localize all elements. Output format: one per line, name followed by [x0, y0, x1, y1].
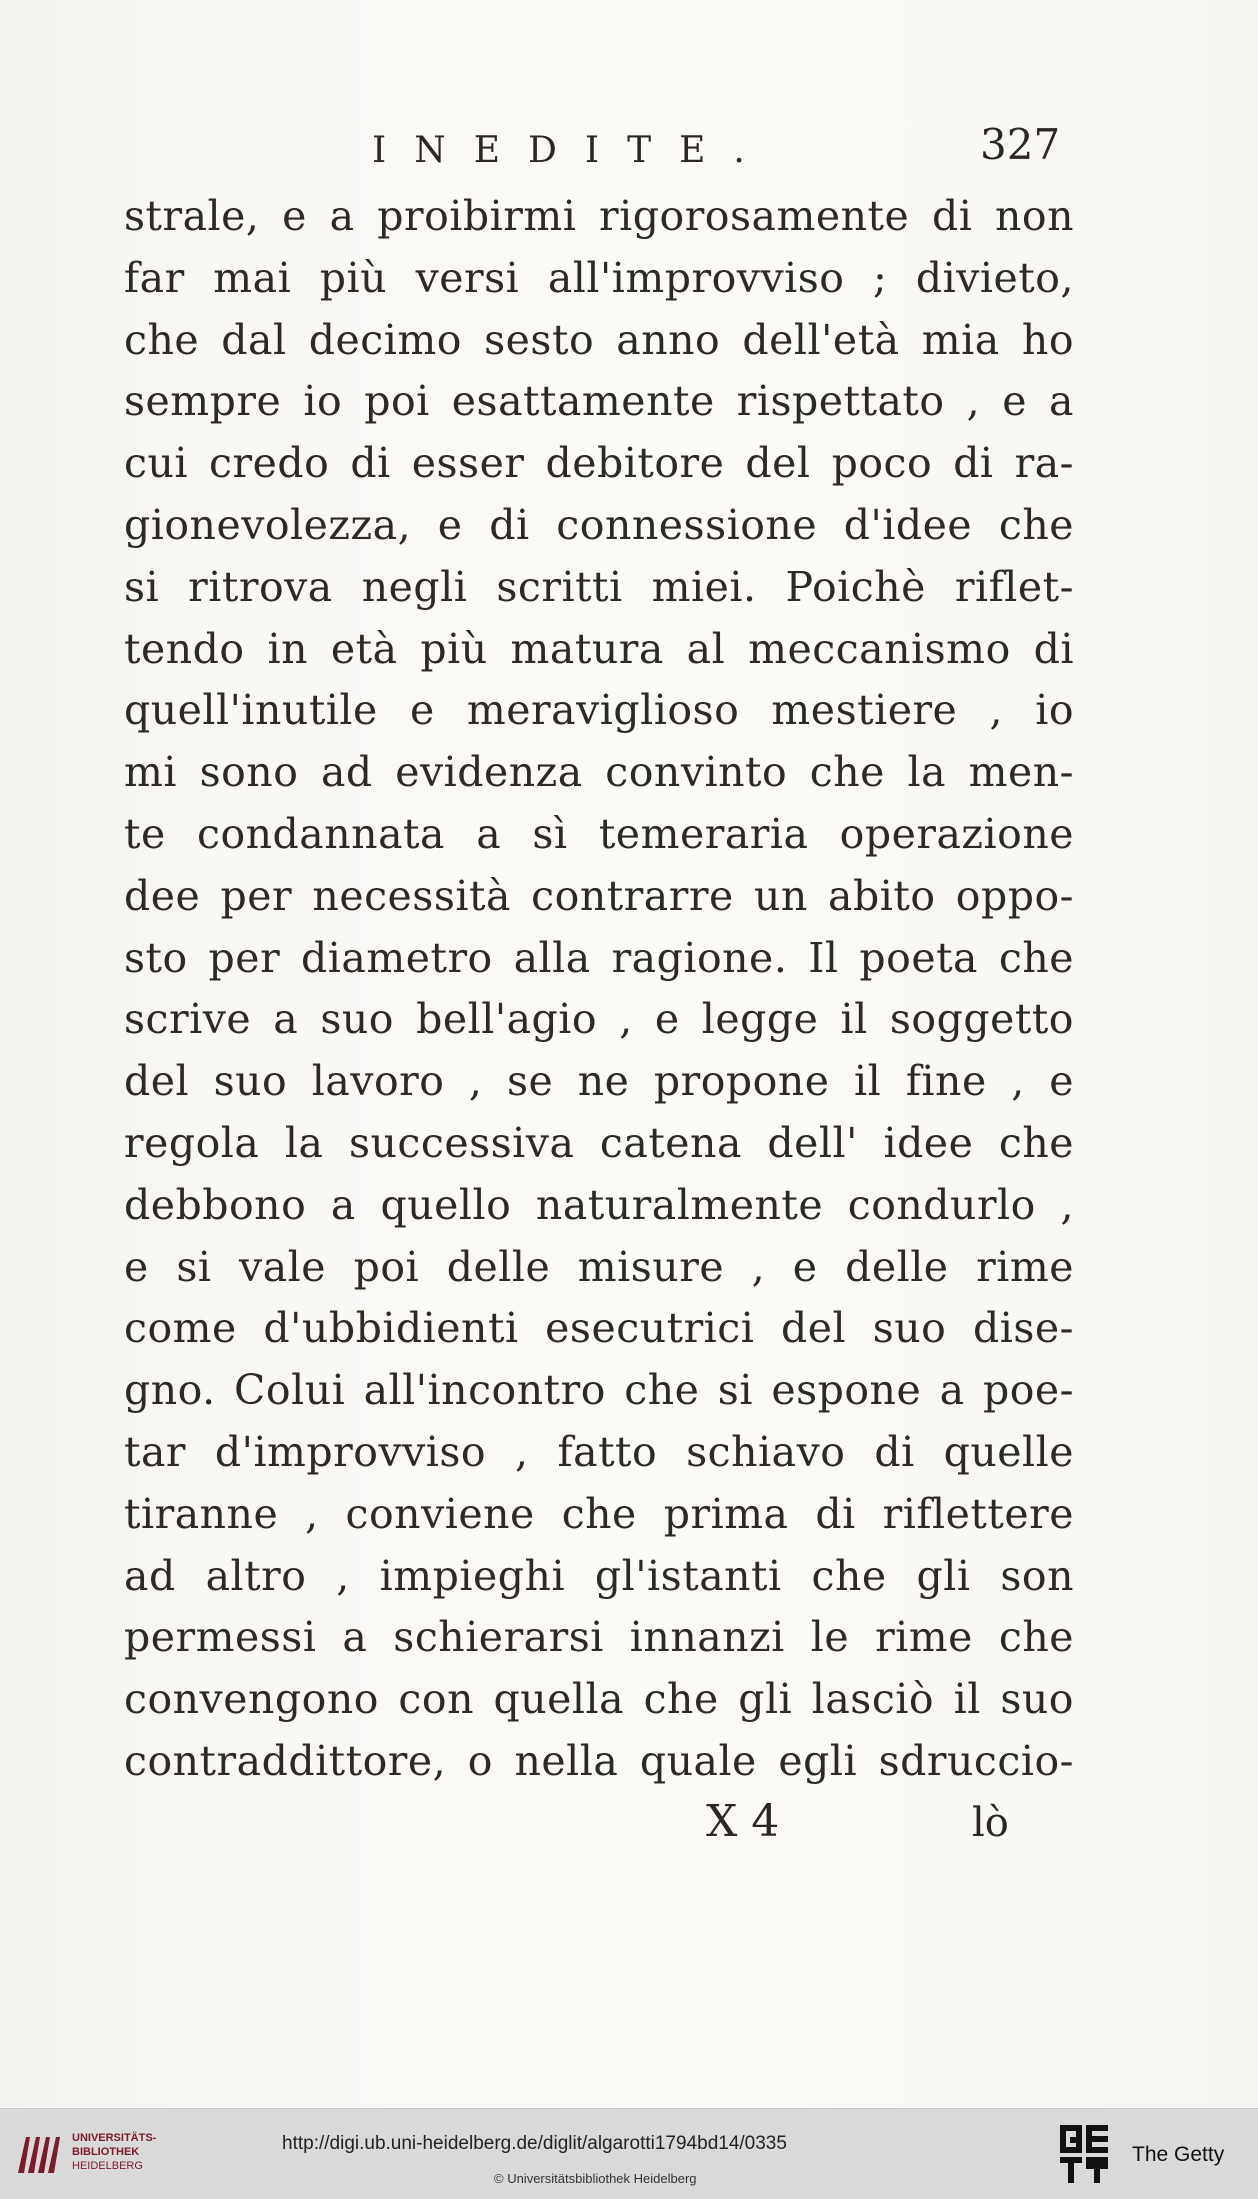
body-text	[124, 186, 1074, 1793]
text-line: scrive a suo bell'agio , e legge il soggetto	[124, 995, 1074, 1044]
text-line: contraddittore, o nella quale egli sdruccio-	[124, 1736, 1074, 1785]
text-line: sto per diametro alla ragione. Il poeta che	[124, 933, 1074, 982]
text-line: gionevolezza, e di connessione d'idee che	[124, 500, 1074, 549]
text-line: strale, e a proibirmi rigorosamente di non	[124, 192, 1074, 240]
page-number: 327	[980, 120, 1061, 169]
library-name-line: BIBLIOTHEK	[72, 2146, 140, 2158]
text-line: convengono con quella che gli lasciò il suo	[124, 1675, 1074, 1724]
university-library-logo-icon[interactable]	[12, 2129, 66, 2179]
text-line: tiranne , conviene che prima di riflettere	[124, 1489, 1074, 1538]
library-name[interactable]	[72, 2131, 156, 2173]
text-line: regola la successiva catena dell' idee che	[124, 1118, 1074, 1167]
text-line: mi sono ad evidenza convinto che la men-	[124, 748, 1074, 797]
copyright-notice: © Universitätsbibliothek Heidelberg	[494, 2171, 697, 2186]
text-line: sempre io poi esattamente rispettato , e a	[124, 377, 1074, 426]
text-line: gno. Colui all'incontro che si espone a poe-	[124, 1366, 1074, 1415]
text-line: che dal decimo sesto anno dell'età mia ho	[124, 315, 1074, 364]
text-line: quell'inutile e meraviglioso mestiere , io	[124, 686, 1074, 735]
text-line: tendo in età più matura al meccanismo di	[124, 624, 1074, 673]
getty-logo-icon[interactable]	[1058, 2123, 1110, 2185]
text-line: debbono a quello naturalmente condurlo ,	[124, 1180, 1074, 1229]
text-line: tar d'improvviso , fatto schiavo di quelle	[124, 1427, 1074, 1476]
text-line: permessi a schierarsi innanzi le rime che	[124, 1613, 1074, 1662]
running-head: INEDITE.	[372, 130, 773, 171]
permalink-url[interactable]: http://digi.ub.uni-heidelberg.de/diglit/algarotti1794bd14/0335	[282, 2133, 787, 2154]
text-line: ad altro , impieghi gl'istanti che gli son	[124, 1551, 1074, 1600]
text-line: del suo lavoro , se ne propone il fine , e	[124, 1057, 1074, 1106]
text-line: cui credo di esser debitore del poco di ra-	[124, 439, 1074, 488]
text-line: si ritrova negli scritti miei. Poichè riflet-	[124, 562, 1074, 611]
text-line: dee per necessità contrarre un abito oppo-	[124, 871, 1074, 920]
library-name-line: UNIVERSITÄTS-	[72, 2132, 157, 2144]
text-line: e si vale poi delle misure , e delle rime	[124, 1242, 1074, 1291]
catchword: lò	[972, 1800, 1009, 1846]
library-name-line: HEIDELBERG	[72, 2160, 143, 2172]
signature-mark: X 4	[706, 1796, 780, 1847]
text-line: come d'ubbidienti esecutrici del suo dise-	[124, 1304, 1074, 1353]
text-line: far mai più versi all'improvviso ; divieto,	[124, 253, 1074, 302]
getty-name[interactable]: The Getty	[1132, 2143, 1225, 2166]
viewer-footer-bar	[0, 2108, 1258, 2199]
text-line: te condannata a sì temeraria operazione	[124, 809, 1074, 858]
